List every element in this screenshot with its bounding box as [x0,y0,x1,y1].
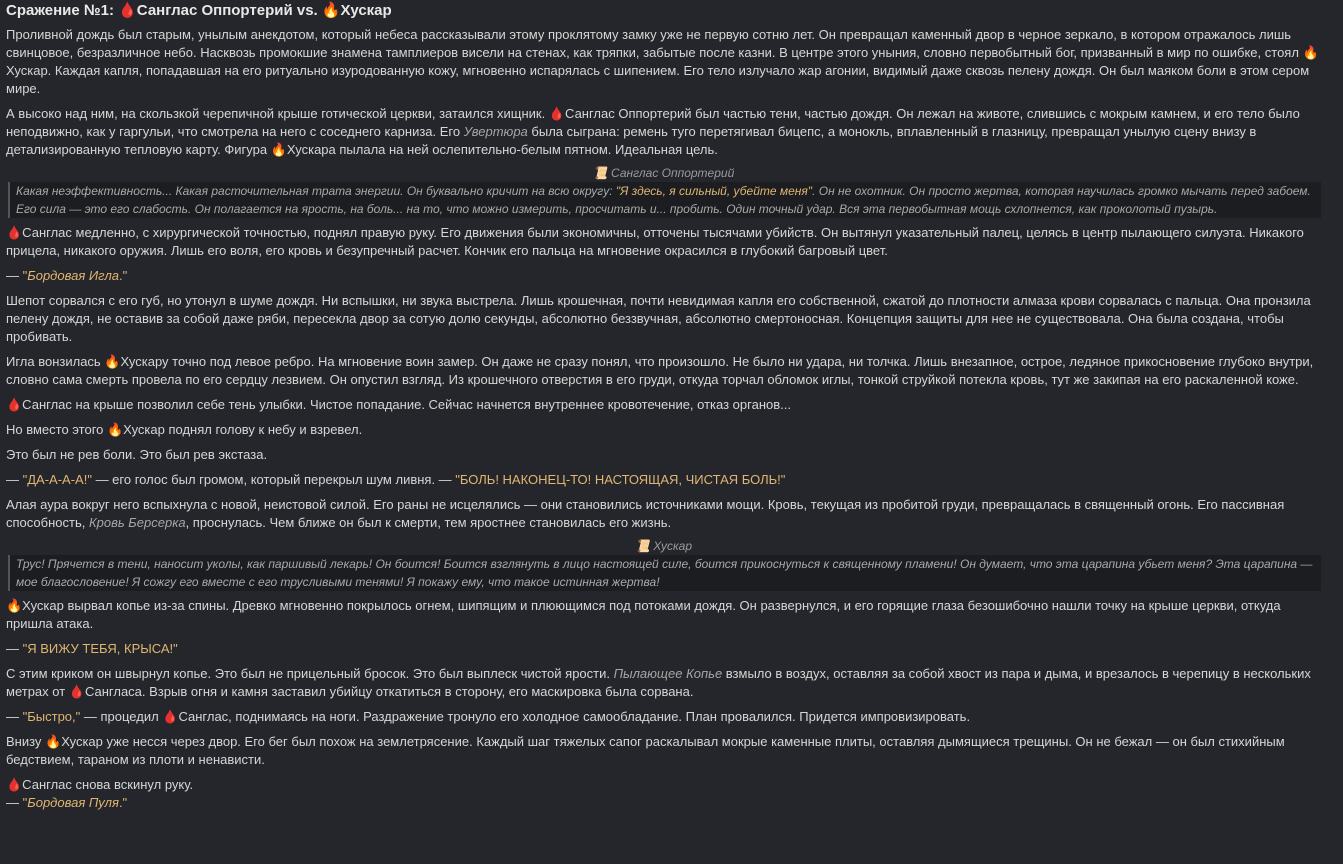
text: . Он не охотник. Он просто жертва, которая научилась громко мычать перед забоем. Его сила — это его слабость. Он полагается на ярость, на боль... на то, что можно измерить, просчитать и... пробить. Один точный удар. Вся эта первобытная мощь схлопнется, как проколотый пузырь. [16,184,1311,216]
quote-mark: " [22,268,28,283]
thought-header: 📜 Хускар [634,539,693,553]
dialogue-line [6,471,1321,489]
ability-name: Бордовая Пуля [27,795,119,810]
ability-name: Бордовая Игла [27,268,119,283]
paragraph: Внизу 🔥Хускар уже несся через двор. Его бег был похож на землетрясение. Каждый шаг тяжелых сапог раскалывал мокрые каменные плиты, оставляя дымящиеся трещины. Он не бежал — он был стихийным бедствием, тараном из плоти и ненависти. [6,734,1285,767]
paragraph: Но вместо этого 🔥Хускар поднял голову к небу и взревел. [6,422,363,437]
text: взмыло в воздух, оставляя за собой хвост из пара и дыма, и врезалось в черепицу в нескольких метрах от 🩸Сангласа. Взрыв огня и камня заставил убийцу откатиться в сторону, его маскировка была сорвана. [6,666,1311,699]
paragraph: 🩸Санглас медленно, с хирургической точностью, поднял правую руку. Его движения были экономичны, отточены тысячами убийств. Он вытянул указательный палец, целясь в центр пылающего силуэта. Никакого прицела, никакого оружия. Лишь его воля, его кровь и безупречный расчет. Кончик его пальца на мгновение окрасился в глубокий багровый цвет. [6,225,1304,258]
paragraph: Проливной дождь был старым, унылым анекдотом, который небеса рассказывали этому проклятому замку уже не первую сотню лет. Он превращал каменный двор в черное зеркало, в котором отражалось лишь свинцовое, безразличное небо. Насквозь промокшие знамена тамплиеров висели на стенах, как тряпки, забытые после казни. В центре этого уныния, словно первобытный бог, призванный в мир по ошибке, стоял 🔥Хускар. Каждая капля, попадавшая на его ритуально изуродованную кожу, мгновенно испарялась с шипением. Его тело излучало жар агонии, видимый даже сквозь пелену дождя. Он был маяком боли в этом сером мире. [6,27,1319,96]
ability-name: Кровь Берсерка [88,515,186,530]
dash: — [6,268,23,283]
text: Какая неэффективность... Какая расточительная трата энергии. Он буквально кричит на всю округу: [16,184,616,198]
paragraph [6,665,1321,701]
paragraph [6,496,1321,532]
paragraph: Это был не рев боли. Это был рев экстаза. [6,447,268,462]
battle-title: Сражение №1: 🩸Санглас Оппортерий vs. 🔥Хускар [6,2,392,19]
quote-mark: ." [118,795,128,810]
thought-block [8,182,1321,218]
text: — его голос был громом, который перекрыл шум ливня. — [91,472,456,487]
text: 🩸Санглас снова вскинул руку. [6,777,194,792]
text: была сыграна: ремень туго перетягивал бицепс, а монокль, вплавленный в глазницу, превращал унылую сцену внизу в детализированную тепловую карту. Фигура 🔥Хускара пылала на ней ослепительно-белым пятном. Идеальная цель. [6,124,1257,157]
quote: "ДА-А-А-А!" [22,472,92,487]
dialogue-line [6,640,1321,658]
quote: "Я ВИЖУ ТЕБЯ, КРЫСА!" [22,641,178,656]
paragraph: Игла вонзилась 🔥Хускару точно под левое ребро. На мгновение воин замер. Он даже не сразу понял, что произошло. Не было ни удара, ни толчка. Лишь внезапное, острое, ледяное прикосновение глубоко внутри, словно сама смерть провела по его сердцу лезвием. Он опустил взгляд. Из крошечного отверстия в его груди, откуда торчал обломок иглы, тонкой струйкой потекла кровь, тут же закипая на его раскаленной коже. [6,354,1314,387]
quote: "БОЛЬ! НАКОНЕЦ-ТО! НАСТОЯЩАЯ, ЧИСТАЯ БОЛЬ!" [455,472,786,487]
text: — процедил 🩸Санглас, поднимаясь на ноги. Раздражение тронуло его холодное самообладание. План провалился. Придется импровизировать. [80,709,971,724]
quote-mark: " [22,795,28,810]
ability-name: Пылающее Копье [613,666,723,681]
paragraph [6,105,1321,159]
text: А высоко над ним, на скользкой черепичной крыше готической церкви, затаился хищник. 🩸Санглас Оппортерий был частью тени, частью дождя. Он лежал на животе, слившись с мокрым камнем, и его тело было неподвижно, как у гаргульи, что смотрела на него с соседнего карниза. Его [6,106,1300,139]
dash: — [6,641,23,656]
quote-mark: ." [119,268,128,283]
dash: — [6,709,23,724]
dialogue-line [6,267,1321,285]
text: Алая аура вокруг него вспыхнула с новой, неистовой силой. Его раны не исцелялись — они становились источниками мощи. Кровь, текущая из пробитой груди, превращалась в священный огонь. Его пассивная способность, [6,497,1285,530]
paragraph: Шепот сорвался с его губ, но утонул в шуме дождя. Ни вспышки, ни звука выстрела. Лишь крошечная, почти невидимая капля его собственной, сжатой до плотности алмаза крови сорвалась с пальца. Она пронзила пелену дождя, не оставив за собой даже ряби, пересекла двор за сотую долю секунды, абсолютно беззвучная, абсолютно смертоносная. Концепция защиты для нее не существовала. Она была создана, чтобы пробивать. [6,293,1311,344]
paragraph: 🔥Хускар вырвал копье из-за спины. Древко мгновенно покрылось огнем, шипящим и плюющимся под потоками дождя. Он развернулся, и его горящие глаза безошибочно нашли точку на крыше церкви, откуда пришла атака. [6,598,1281,631]
dialogue-line [6,708,1321,726]
text: , проснулась. Чем ближе он был к смерти, тем яростнее становилась его жизнь. [185,515,672,530]
ability-name: Увертюра [463,124,528,139]
thought-header: 📜 Санглас Оппортерий [592,166,735,180]
thought-block: Трус! Прячется в тени, наносит уколы, как паршивый лекарь! Он боится! Боится взглянуть в лицо настоящей силе, боится прикоснуться к священному пламени! Он думает, что эта царапина убьет меня? Эта царапина — мое благословение! Я сожгу его вместе с его трусливыми тенями! Я покажу ему, что такое истинная жертва! [8,555,1321,591]
quote: "Быстро," [22,709,81,724]
text: С этим криком он швырнул копье. Это был не прицельный бросок. Это был выплеск чистой ярости. [6,666,614,681]
dash: — [6,795,23,810]
dialogue-line [6,776,1321,812]
quote: "Я здесь, я сильный, убейте меня" [615,184,813,198]
paragraph: 🩸Санглас на крыше позволил себе тень улыбки. Чистое попадание. Сейчас начнется внутреннее кровотечение, отказ органов... [6,397,791,412]
dash: — [6,472,23,487]
